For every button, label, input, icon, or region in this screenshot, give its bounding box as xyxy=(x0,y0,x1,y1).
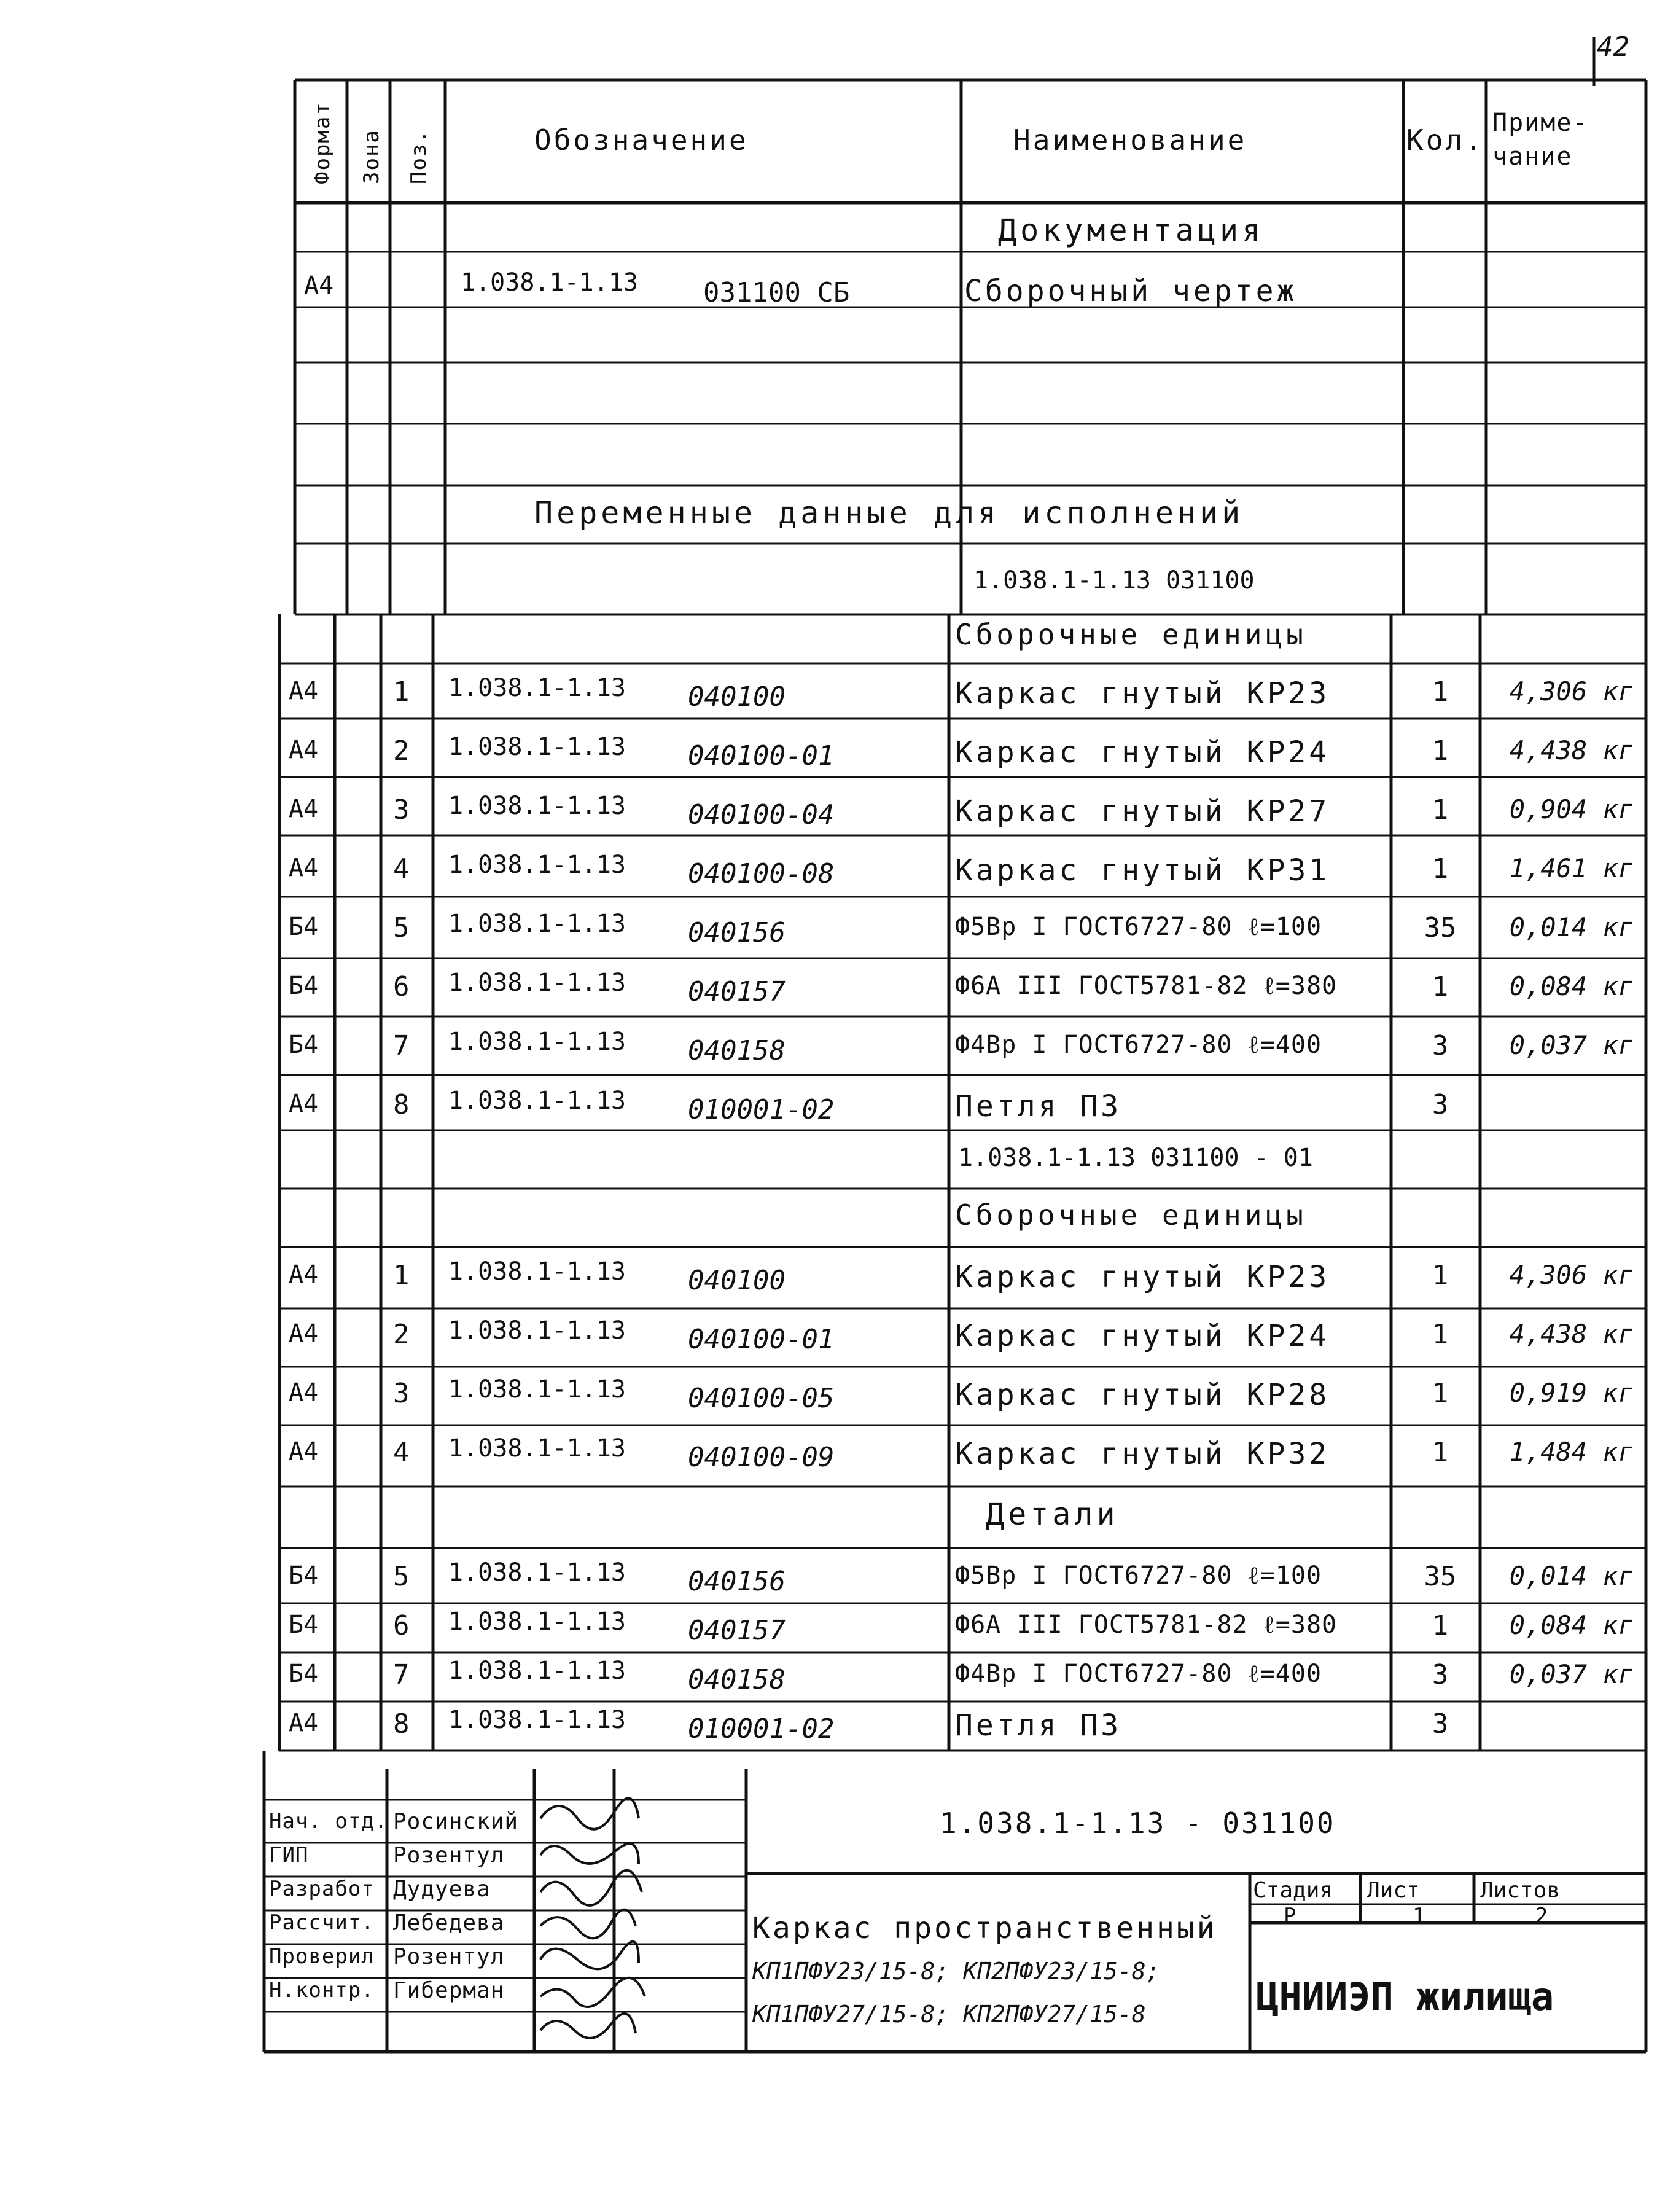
sheet-value: 1 xyxy=(1413,1904,1425,1928)
row-name: Петля П3 xyxy=(955,1089,1122,1124)
row-note: 1,484 кг xyxy=(1509,1437,1634,1467)
product-line3: КП1ПФУ27/15-8; КП2ПФУ27/15-8 xyxy=(752,2001,1146,2028)
signature-name: Дудуева xyxy=(393,1877,491,1902)
signature-name: Лебедева xyxy=(393,1910,505,1936)
sheet-label: Лист xyxy=(1367,1878,1420,1903)
row-pos: 1 xyxy=(393,676,410,708)
row-code: 040100-04 xyxy=(688,799,835,830)
row-name: Ф4Вр I ГОСТ6727-80 ℓ=400 xyxy=(955,1031,1322,1059)
row-pos: 2 xyxy=(393,1319,410,1350)
row-designation: 1.038.1-1.13 xyxy=(448,1087,626,1115)
signature-role: ГИП xyxy=(269,1843,309,1867)
product-line2: КП1ПФУ23/15-8; КП2ПФУ23/15-8; xyxy=(752,1958,1160,1985)
doc-name: Сборочный чертеж xyxy=(964,274,1298,308)
header-note-line1: Приме- xyxy=(1492,109,1589,137)
row-format: А4 xyxy=(289,1260,319,1289)
stage-value: Р xyxy=(1284,1904,1296,1928)
row-qty: 35 xyxy=(1424,912,1457,944)
row-format: А4 xyxy=(289,1709,319,1737)
row-designation: 1.038.1-1.13 xyxy=(448,1608,626,1636)
row-name: Ф6А III ГОСТ5781-82 ℓ=380 xyxy=(955,972,1338,1000)
row-code: 040100-01 xyxy=(688,1324,835,1355)
row-note: 0,037 кг xyxy=(1509,1659,1634,1689)
row-note: 0,037 кг xyxy=(1509,1030,1634,1060)
row-designation: 1.038.1-1.13 xyxy=(448,851,626,879)
row-code: 040100-08 xyxy=(688,858,835,889)
row-code: 040100 xyxy=(688,1265,786,1296)
row-note: 0,084 кг xyxy=(1509,1610,1634,1640)
row-designation: 1.038.1-1.13 xyxy=(448,1657,626,1685)
signature-name: Розентул xyxy=(393,1843,505,1868)
row-format: А4 xyxy=(289,1319,319,1348)
row-name: Каркас гнутый КР23 xyxy=(955,676,1330,711)
organization: ЦНИИЭП жилища xyxy=(1256,1974,1554,2019)
row-qty: 3 xyxy=(1432,1659,1449,1690)
row-code: 040156 xyxy=(688,1566,786,1597)
row-name: Петля П3 xyxy=(955,1708,1122,1743)
row-qty: 1 xyxy=(1432,1260,1449,1291)
row-designation: 1.038.1-1.13 xyxy=(448,1706,626,1734)
variable-data-title: Переменные данные для исполнений xyxy=(534,495,1244,531)
row-name: Каркас гнутый КР23 xyxy=(955,1260,1330,1294)
doc-format: А4 xyxy=(304,272,334,300)
variant2-designation: 1.038.1-1.13 031100 - 01 xyxy=(958,1144,1313,1172)
signature-role: Рассчит. xyxy=(269,1910,375,1935)
row-qty: 1 xyxy=(1432,1378,1449,1409)
header-designation: Обозначение xyxy=(534,123,749,157)
row-pos: 5 xyxy=(393,912,410,944)
row-code: 010001-02 xyxy=(688,1094,835,1125)
row-note: 4,306 кг xyxy=(1509,1260,1634,1290)
doc-designation-title: 1.038.1-1.13 - 031100 xyxy=(940,1807,1336,1840)
row-format: А4 xyxy=(289,795,319,823)
row-qty: 1 xyxy=(1432,1437,1449,1468)
row-qty: 1 xyxy=(1432,1319,1449,1350)
row-note: 4,438 кг xyxy=(1509,735,1634,765)
variant1-designation: 1.038.1-1.13 031100 xyxy=(973,566,1255,595)
signature-role: Проверил xyxy=(269,1944,375,1969)
documentation-title: Документация xyxy=(998,213,1265,248)
row-format: А4 xyxy=(289,1437,319,1466)
row-code: 010001-02 xyxy=(688,1713,835,1745)
row-format: Б4 xyxy=(289,1660,319,1688)
sheets-value: 2 xyxy=(1535,1904,1548,1928)
row-format: Б4 xyxy=(289,913,319,941)
header-qty: Кол. xyxy=(1406,123,1484,157)
row-designation: 1.038.1-1.13 xyxy=(448,1316,626,1345)
doc-code: 031100 СБ xyxy=(703,277,850,308)
stage-label: Стадия xyxy=(1253,1878,1333,1903)
header-format: Формат xyxy=(310,101,335,184)
variant2-parts-title: Детали xyxy=(986,1496,1119,1532)
variant2-units-title: Сборочные единицы xyxy=(955,1198,1307,1232)
row-designation: 1.038.1-1.13 xyxy=(448,674,626,702)
row-pos: 3 xyxy=(393,1378,410,1409)
row-name: Ф6А III ГОСТ5781-82 ℓ=380 xyxy=(955,1611,1338,1639)
header-zone: Зона xyxy=(359,129,384,184)
row-note: 0,084 кг xyxy=(1509,971,1634,1001)
row-note: 0,014 кг xyxy=(1509,912,1634,942)
row-pos: 4 xyxy=(393,853,410,885)
signature-role: Нач. отд. xyxy=(269,1809,388,1834)
row-note: 1,461 кг xyxy=(1509,853,1634,883)
row-qty: 1 xyxy=(1432,794,1449,826)
row-format: Б4 xyxy=(289,1561,319,1590)
row-name: Ф4Вр I ГОСТ6727-80 ℓ=400 xyxy=(955,1660,1322,1688)
page-number: 42 xyxy=(1597,31,1629,63)
row-qty: 3 xyxy=(1432,1089,1449,1120)
row-pos: 7 xyxy=(393,1030,410,1061)
row-pos: 8 xyxy=(393,1089,410,1120)
row-pos: 4 xyxy=(393,1437,410,1468)
header-note-line2: чание xyxy=(1492,143,1573,171)
row-qty: 3 xyxy=(1432,1708,1449,1740)
row-qty: 35 xyxy=(1424,1561,1457,1592)
row-qty: 1 xyxy=(1432,676,1449,708)
row-name: Каркас гнутый КР28 xyxy=(955,1378,1330,1412)
row-name: Ф5Вр I ГОСТ6727-80 ℓ=100 xyxy=(955,913,1322,941)
product-title: Каркас пространственный xyxy=(752,1911,1217,1945)
row-name: Ф5Вр I ГОСТ6727-80 ℓ=100 xyxy=(955,1561,1322,1590)
row-note: 4,438 кг xyxy=(1509,1319,1634,1349)
row-format: Б4 xyxy=(289,972,319,1000)
header-pos: Поз. xyxy=(407,129,431,184)
row-qty: 1 xyxy=(1432,735,1449,767)
row-format: А4 xyxy=(289,1090,319,1118)
row-code: 040158 xyxy=(688,1664,786,1695)
row-format: А4 xyxy=(289,1378,319,1407)
row-designation: 1.038.1-1.13 xyxy=(448,1028,626,1056)
row-designation: 1.038.1-1.13 xyxy=(448,1257,626,1286)
row-pos: 3 xyxy=(393,794,410,826)
row-pos: 6 xyxy=(393,971,410,1002)
row-pos: 5 xyxy=(393,1561,410,1592)
signature-name: Гиберман xyxy=(393,1978,505,2003)
row-note: 0,904 кг xyxy=(1509,794,1634,824)
row-format: Б4 xyxy=(289,1031,319,1059)
row-designation: 1.038.1-1.13 xyxy=(448,969,626,997)
row-format: А4 xyxy=(289,736,319,764)
row-code: 040100 xyxy=(688,681,786,713)
row-code: 040100-05 xyxy=(688,1383,835,1414)
row-format: Б4 xyxy=(289,1611,319,1639)
row-note: 0,014 кг xyxy=(1509,1561,1634,1591)
row-pos: 7 xyxy=(393,1659,410,1690)
row-designation: 1.038.1-1.13 xyxy=(448,910,626,938)
row-code: 040157 xyxy=(688,1615,786,1646)
row-name: Каркас гнутый КР24 xyxy=(955,735,1330,770)
header-name: Наименование xyxy=(1013,123,1247,157)
row-note: 0,919 кг xyxy=(1509,1378,1634,1408)
row-code: 040100-01 xyxy=(688,740,835,772)
variant1-units-title: Сборочные единицы xyxy=(955,618,1307,651)
row-name: Каркас гнутый КР32 xyxy=(955,1437,1330,1471)
signature-name: Росинский xyxy=(393,1809,519,1834)
row-qty: 1 xyxy=(1432,971,1449,1002)
row-pos: 2 xyxy=(393,735,410,767)
row-qty: 1 xyxy=(1432,1610,1449,1641)
row-format: А4 xyxy=(289,854,319,882)
row-name: Каркас гнутый КР31 xyxy=(955,853,1330,888)
signature-scribbles xyxy=(540,1798,645,2038)
row-pos: 8 xyxy=(393,1708,410,1740)
row-pos: 1 xyxy=(393,1260,410,1291)
row-code: 040157 xyxy=(688,976,786,1007)
row-code: 040100-09 xyxy=(688,1442,835,1473)
sheets-label: Листов xyxy=(1480,1878,1561,1903)
row-designation: 1.038.1-1.13 xyxy=(448,733,626,761)
row-designation: 1.038.1-1.13 xyxy=(448,792,626,820)
row-note: 4,306 кг xyxy=(1509,676,1634,706)
row-code: 040158 xyxy=(688,1035,786,1066)
signature-role: Н.контр. xyxy=(269,1978,375,2003)
row-qty: 1 xyxy=(1432,853,1449,885)
row-format: А4 xyxy=(289,677,319,705)
row-name: Каркас гнутый КР24 xyxy=(955,1319,1330,1353)
row-pos: 6 xyxy=(393,1610,410,1641)
row-code: 040156 xyxy=(688,917,786,948)
row-designation: 1.038.1-1.13 xyxy=(448,1375,626,1404)
row-name: Каркас гнутый КР27 xyxy=(955,794,1330,829)
signature-role: Разработ xyxy=(269,1877,375,1901)
doc-designation: 1.038.1-1.13 xyxy=(461,268,638,297)
row-qty: 3 xyxy=(1432,1030,1449,1061)
row-designation: 1.038.1-1.13 xyxy=(448,1558,626,1587)
signature-name: Розентул xyxy=(393,1944,505,1969)
row-designation: 1.038.1-1.13 xyxy=(448,1434,626,1463)
